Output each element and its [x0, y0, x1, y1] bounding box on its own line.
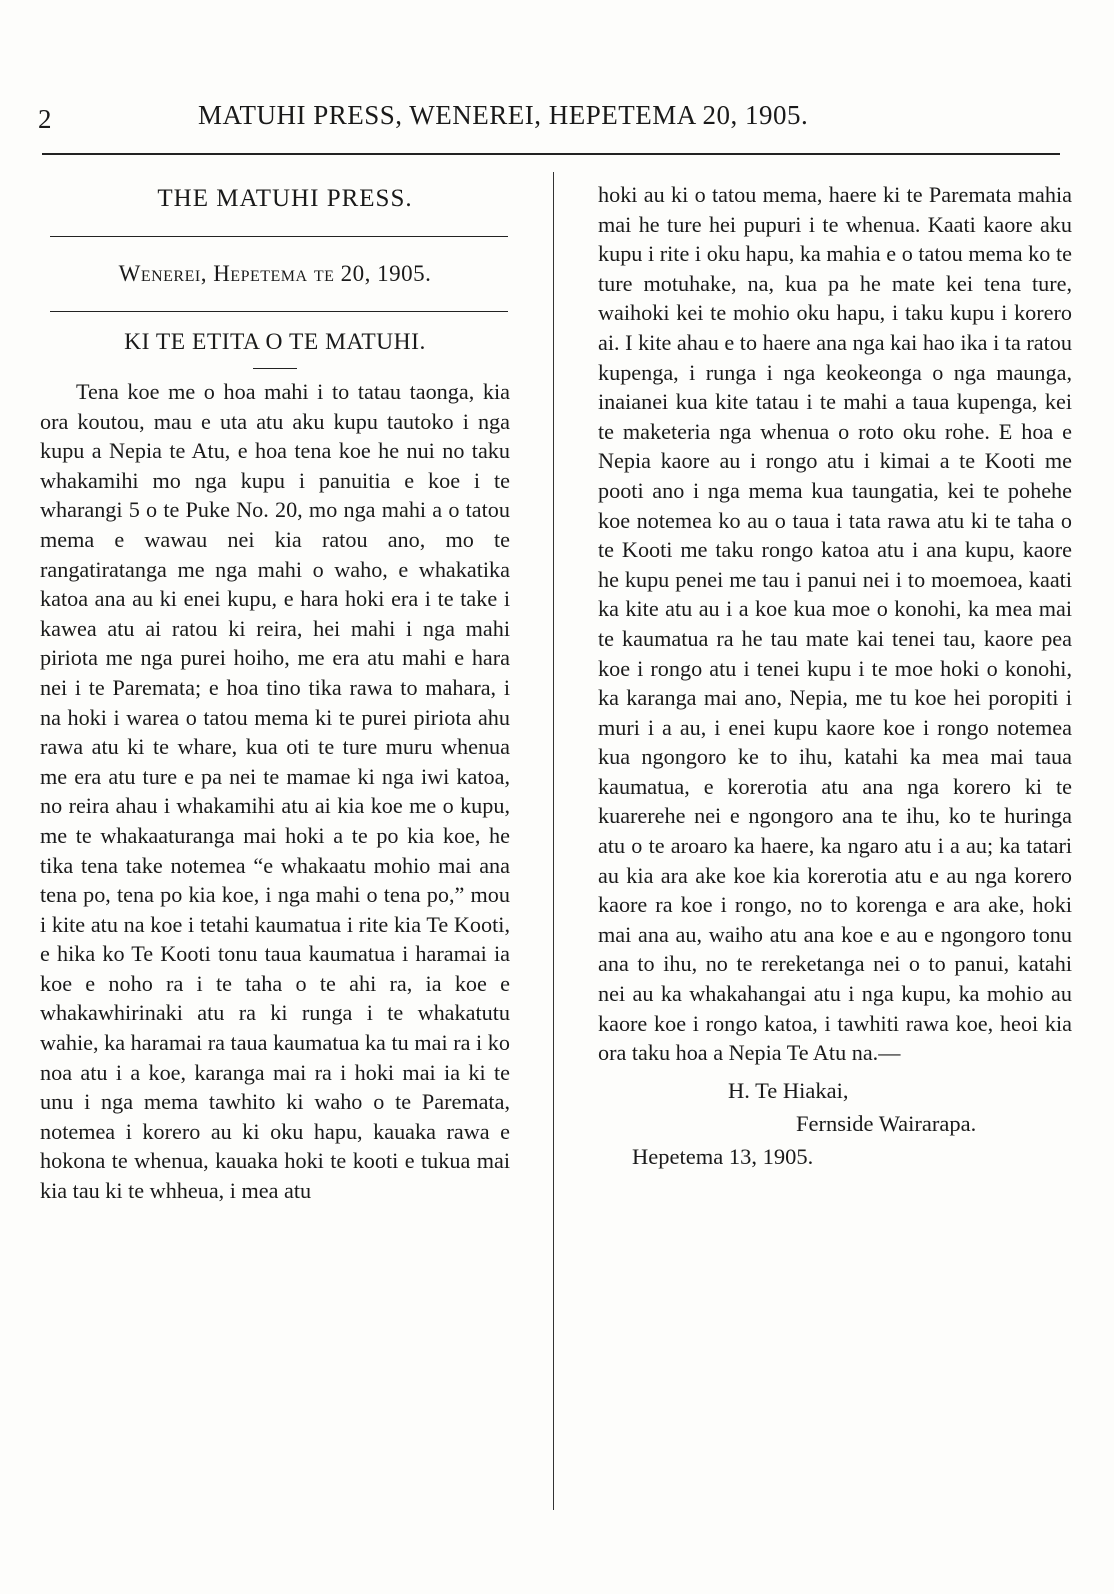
header-rule: [42, 153, 1060, 155]
dateline: Wenerei, Hepetema te 20, 1905.: [118, 261, 432, 286]
short-rule: [253, 368, 297, 369]
signature-name: H. Te Hiakai,: [728, 1077, 849, 1103]
letter-body: Tena koe me o hoa mahi i to tatau taonga, kia ora koutou, mau e uta atu aku kupu tautoko i nga kupu a Nepia te Atu, e hoa tena koe he nui no taku whakamihi mo nga kupu i panuitia e koe i te wharangi 5 o te Puke No. 20, mo nga mahi a o tatou mema e wawau nei kia ratou ano, mo te rangatiratanga me nga mahi o waho, e whakatika katoa ana au ki enei kupu, e hara hoki era i te take i kawea atu ai ratou ki reira, hei mahi i nga mahi piriota me nga purei hoiho, me era atu mahi e hara nei i te Paremata; e hoa tino tika rawa to mahara, i na hoki i warea o tatou mema ki te purei piriota ahu rawa atu ki te whare, kua oti te ture muru whenua me era atu ture e pa nei te mamae ki nga iwi katoa, no reira ahau i whakamihi atu ai kia koe me o kupu, me te whakaaturanga mai hoki a te po kia koe, he tika tena take notemea “e whakaatu mohio mai ana tena po, tena po kia koe, i nga mahi o tena po,” mou i kite atu na koe i tetahi kaumatua i rite kia Te Kooti, e hika ko Te Kooti tonu taua kaumatua i haramai ia koe e noho ra i te taha o te ahi ra, ia koe e whakawhirinaki atu ra ki runga i te whakatutu wahie, ka haramai ra taua kaumatua ka tu mai ra i ko noa atu i a koe, karanga mai ra i hoki mai ia ki te unu i nga mema tawhito ki waho o te Paremata, notemea i korero au ki oku hapu, kauaka rawa e hokona te whenua, kauaka hoki te kooti e tukua mai kia tau ki te whheua, i mea atu: [40, 379, 510, 1204]
paper-name: THE MATUHI PRESS.: [157, 185, 413, 212]
signature-date: Hepetema 13, 1905.: [632, 1143, 814, 1169]
letter-body-continued: hoki au ki o tatou mema, haere ki te Paremata mahia mai he ture hei pupuri i te whenua. Kaati kaore aku kupu i rite i oku hapu, ka mahia e o tatou mema ko te ture motuhake, na, kua pa he mate kei tena ture, waihoki kei te mohio oku hapu, i taku kupu i korero ai. I kite ahau e to haere ana nga kai hao ika i ta ratou kupenga, i runga i nga keokeonga o nga maunga, inaianei kua kite tatau i te mahi a taua kupenga, kei te maketeria nga whenua o roto oku rohe. E hoa e Nepia kaore au i rongo atu i kimai a te Kooti me pooti ano i nga mema kua taungatia, kei te pohehe koe notemea ko au o taua i tata rawa atu ki te taha o te Kooti me taku rongo katoa atu i ana kupu, kaore he kupu penei me tau i panui nei i to moemoea, kaati ka kite atu au i a koe kua moe o konohi, ka mea mai te kaumatua ra he tau mate kai tenei tau, kaore pea koe i rongo atu i tenei kupu i te moe hoki o konohi, ka karanga mai ano, Nepia, me tu koe hei poropiti i muri i a au, i enei kupu kaore koe i rongo notemea kua ngongoro ke to ihu, katahi ka mea mai taua kaumatua, e korerotia atu ana nga korero ki te kuarerehe nei e ngongoro ana te ihu, ko te huringa atu o te aroaro ka haere, ka ngaro atu i a au; ka tatari au kia ara ake koe kia korerotia atu e au nga korero kaore ra koe i rongo, no to korenga e ara ake, hoki mai ana au, waiho atu ana koe e au e ngongoro tonu ana to ihu, no te rereketanga nei o to panui, katahi nei au ka whakahangai atu i nga kupu, ka mohio au kaore koe i rongo katoa, i tawhiti rawa koe, heoi kia ora taku hoa a Nepia Te Atu na.—: [598, 182, 1072, 1066]
left-column: [40, 180, 510, 1206]
right-column: [598, 180, 1072, 1173]
rule-divider: [50, 236, 508, 237]
running-head: MATUHI PRESS, WENEREI, HEPETEMA 20, 1905.: [198, 100, 809, 130]
column-divider: [553, 172, 554, 1510]
signature-block: [598, 1074, 1072, 1173]
page-number: 2: [38, 104, 52, 134]
editorial-heading: KI TE ETITA O TE MATUHI.: [124, 329, 426, 355]
signature-place: Fernside Wairarapa.: [796, 1110, 977, 1136]
rule-divider: [50, 311, 508, 312]
